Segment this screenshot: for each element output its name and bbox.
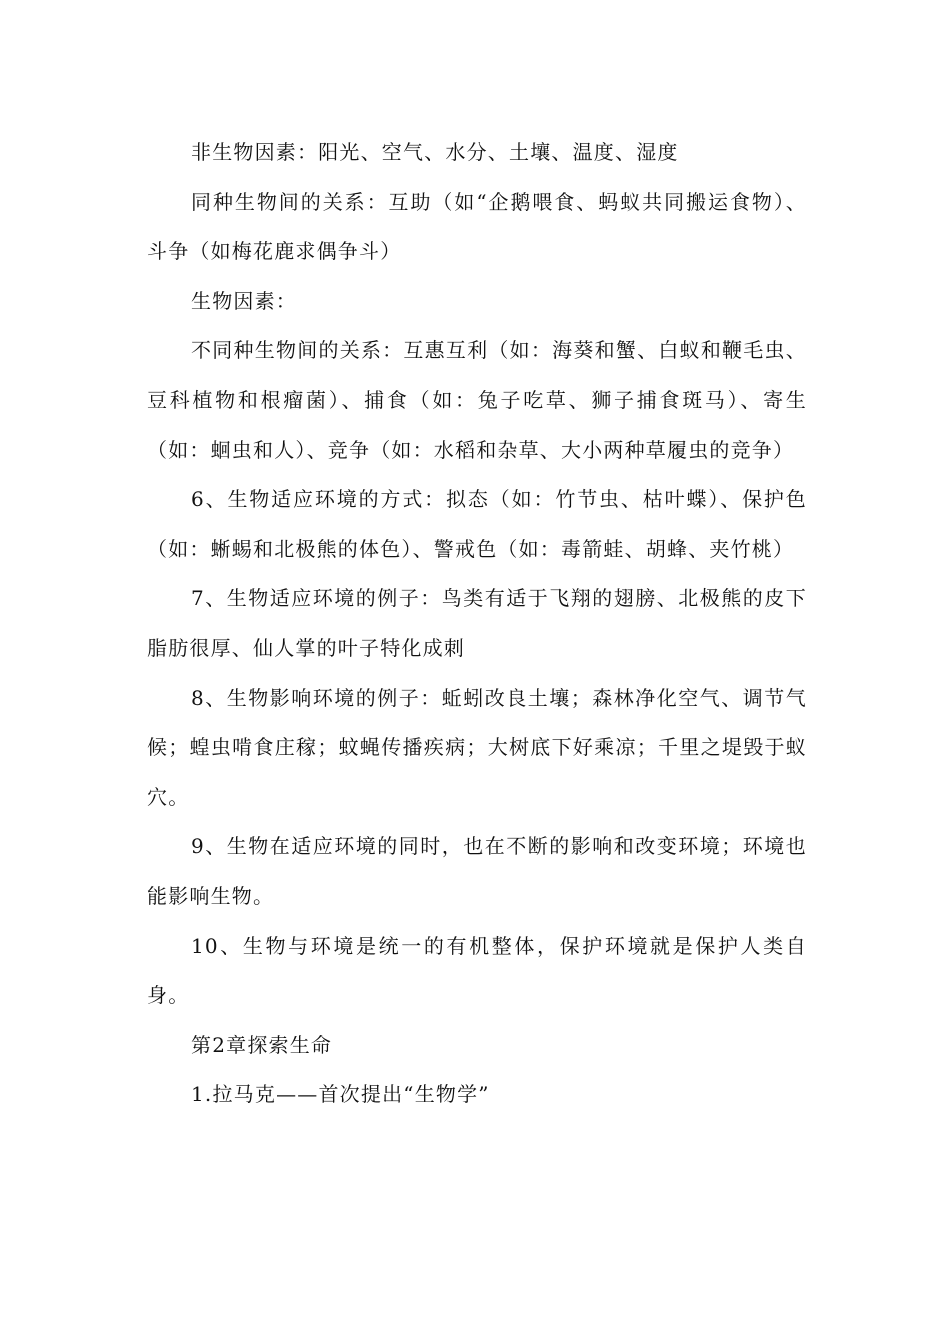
paragraph-intraspecies-relations: 同种生物间的关系：互助（如“企鹅喂食、蚂蚁共同搬运食物）、斗争（如梅花鹿求偶争斗） <box>147 189 807 264</box>
paragraph-item-8: 8、生物影响环境的例子：蚯蚓改良土壤；森林净化空气、调节气候；蝗虫啃食庄稼；蚊蝇传播疾病；大树底下好乘凉；千里之堤毁于蚁穴。 <box>147 685 807 809</box>
document-body <box>147 128 807 1120</box>
paragraph-abiotic-factors: 非生物因素：阳光、空气、水分、土壤、温度、湿度 <box>191 140 679 164</box>
paragraph-lamarck: 1.拉马克——首次提出“生物学” <box>191 1082 490 1107</box>
paragraph-item-7: 7、生物适应环境的例子：鸟类有适于飞翔的翅膀、北极熊的皮下脂肪很厚、仙人掌的叶子特化成刺 <box>147 586 807 660</box>
paragraph-item-10: 10、生物与环境是统一的有机整体，保护环境就是保护人类自身。 <box>147 933 807 1008</box>
paragraph-interspecies-relations: 不同种生物间的关系：互惠互利（如：海葵和蟹、白蚁和鞭毛虫、豆科植物和根瘤菌）、捕食（如：兔子吃草、狮子捕食斑马）、寄生（如：蛔虫和人）、竞争（如：水稻和杂草、大小两种草履虫的竞争） <box>147 338 807 462</box>
paragraph-item-6: 6、生物适应环境的方式：拟态（如：竹节虫、枯叶蝶）、保护色（如：蜥蜴和北极熊的体色）、警戒色（如：毒箭蛙、胡蜂、夹竹桃） <box>147 487 807 561</box>
paragraph-item-9: 9、生物在适应环境的同时，也在不断的影响和改变环境；环境也能影响生物。 <box>147 834 807 908</box>
chapter-heading: 第2章探索生命 <box>191 1032 333 1057</box>
paragraph-biotic-factors: 生物因素： <box>191 288 297 313</box>
